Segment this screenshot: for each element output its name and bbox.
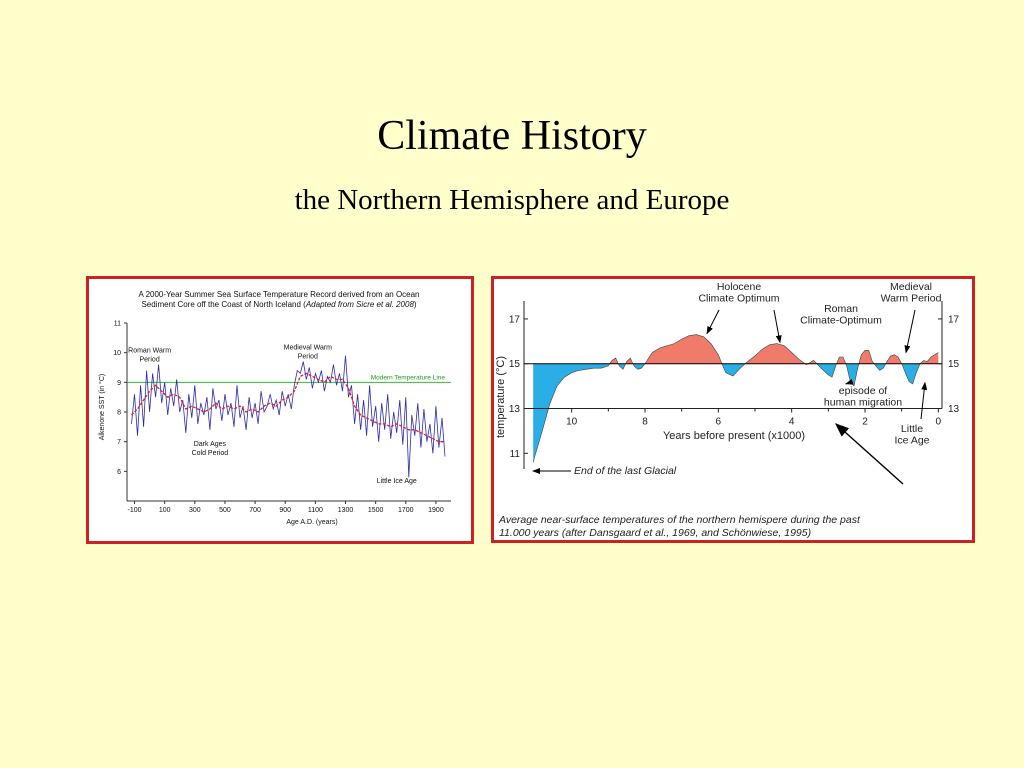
sst-x-tick-label: 1100 xyxy=(307,507,323,514)
sst-chart-xlabel: Age A.D. (years) xyxy=(286,519,338,526)
sst-x-tick-label: -100 xyxy=(127,507,142,514)
sst-chart-ylabel: Alkenone SST (in °C) xyxy=(99,373,106,441)
sst-x-tick-label: 100 xyxy=(158,507,171,514)
holocene-right-y-tick-label: 17 xyxy=(948,314,960,326)
holocene-chart-xlabel: Years before present (x1000) xyxy=(662,430,806,442)
holocene-x-tick-label: 6 xyxy=(715,416,722,428)
holocene-x-tick-label: 10 xyxy=(566,416,578,428)
sst-chart-title-line2: Sediment Core off the Coast of North Iceland (Adapted from Sicre et al. 2008) xyxy=(141,300,417,309)
sst-annotation: Dark Ages Cold Period xyxy=(191,441,229,458)
modern-temperature-line-label: Modern Temperature Line xyxy=(370,374,445,382)
sst-x-tick-label: 1700 xyxy=(398,507,414,514)
sst-y-tick-label: 11 xyxy=(113,320,121,328)
holocene-right-y-tick-label: 15 xyxy=(948,359,960,371)
sst-x-tick-label: 700 xyxy=(249,507,261,514)
sst-y-tick-label: 10 xyxy=(113,350,121,358)
sst-x-tick-label: 300 xyxy=(188,507,201,514)
holocene-caption-line2: 11.000 years (after Dansgaard et al., 1969, and Schönwiese, 1995) xyxy=(499,527,812,539)
holocene-y-tick-label: 11 xyxy=(509,448,520,460)
sst-x-tick-label: 1900 xyxy=(428,507,444,514)
sst-x-tick-label: 1300 xyxy=(337,507,354,514)
holocene-x-tick-label: 2 xyxy=(862,416,868,428)
holocene-y-tick-label: 17 xyxy=(508,314,520,326)
sst-y-tick-label: 6 xyxy=(117,468,121,476)
little-ice-age-label: Little Ice Age xyxy=(894,423,930,447)
sst-y-tick-label: 9 xyxy=(117,379,121,387)
slide-title: Climate History xyxy=(377,113,647,159)
holocene-y-tick-label: 15 xyxy=(508,359,520,371)
roman-optimum-label: Roman Climate-Optimum xyxy=(800,303,882,327)
holocene-right-y-tick-label: 13 xyxy=(948,404,960,416)
end-of-glacial-label: End of the last Glacial xyxy=(574,465,677,477)
sst-y-tick-label: 8 xyxy=(117,409,121,417)
migration-label: episode of human migration xyxy=(823,385,903,409)
sst-annotation: Medieval Warm Period xyxy=(283,344,333,361)
holocene-x-tick-label: 8 xyxy=(642,416,648,428)
medieval-warm-label: Medieval Warm Period xyxy=(880,281,942,305)
holocene-x-tick-label: 4 xyxy=(788,416,795,428)
holocene-optimum-label: Holocene Climate Optimum xyxy=(698,281,780,305)
slide-subtitle: the Northern Hemisphere and Europe xyxy=(294,184,730,216)
pointer-arrow-line xyxy=(836,424,903,484)
sst-chart-title-line1: A 2000-Year Summer Sea Surface Temperature Record derived from an Ocean xyxy=(138,290,420,299)
holocene-x-tick-label: 0 xyxy=(935,416,942,428)
sst-y-tick-label: 7 xyxy=(117,439,121,447)
holocene-chart-ylabel: temperature (°C) xyxy=(495,355,507,439)
sst-x-tick-label: 500 xyxy=(219,507,231,514)
sst-annotation: Roman Warm Period xyxy=(128,347,172,364)
sst-annotation: Little Ice Age xyxy=(376,478,417,486)
sst-x-tick-label: 900 xyxy=(279,507,292,514)
sst-x-tick-label: 1500 xyxy=(367,507,384,514)
holocene-caption-line1: Average near-surface temperatures of the northern hemispere during the past xyxy=(499,514,860,526)
holocene-y-tick-label: 13 xyxy=(508,404,520,416)
